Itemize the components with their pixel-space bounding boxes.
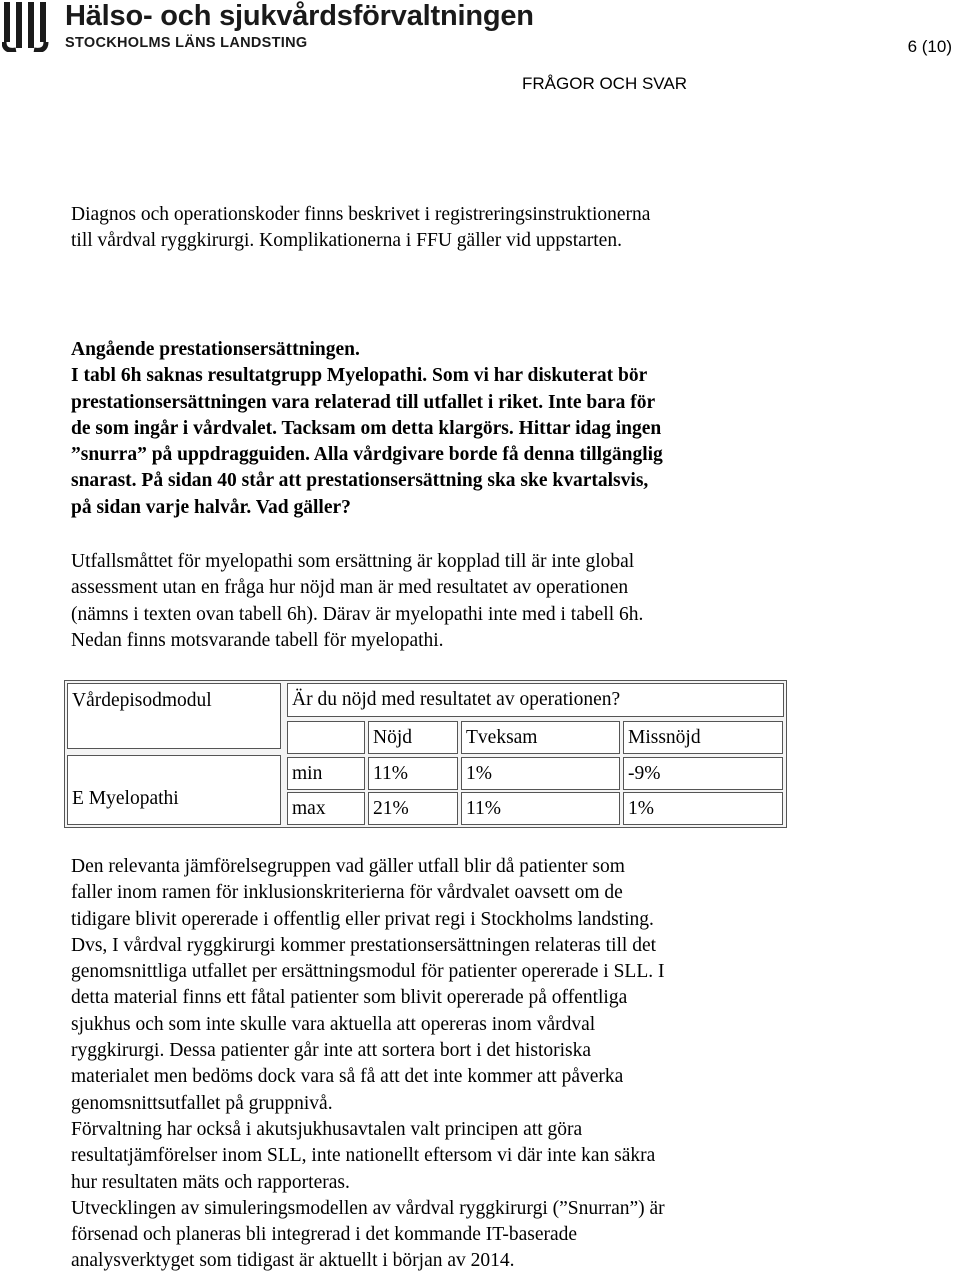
page-number: 6 (10) (907, 37, 952, 56)
text-line: ryggkirurgi. Dessa patienter går inte att sortera bort i det historiska (71, 1040, 592, 1062)
page-header (0, 0, 960, 60)
table-cell: -9% (623, 757, 783, 790)
module-header-cell: Vårdepisodmodul (67, 683, 281, 749)
text-line: försenad och planeras bli integrerad i det kommande IT-baserade (71, 1224, 578, 1246)
text-line: de som ingår i vårdvalet. Tacksam om detta klargörs. Hittar idag ingen (71, 417, 662, 439)
text-line: Angående prestationsersättningen. (71, 339, 360, 360)
text-line: I tabl 6h saknas resultatgrupp Myelopathi. Som vi har diskuterat bör (71, 365, 648, 387)
text-line: prestationsersättningen vara relaterad till utfallet i riket. Inte bara för (71, 391, 656, 413)
text-line: faller inom ramen för inklusionskriterierna för vårdvalet oavsett om de (71, 882, 623, 904)
text-line: Utvecklingen av simuleringsmodellen av vårdval ryggkirurgi (”Snurran”) är (71, 1197, 665, 1219)
table-cell: 11% (368, 757, 458, 790)
text-line: sjukhus och som inte skulle vara aktuella att opereras inom vårdval (71, 1013, 596, 1035)
answer-paragraph (71, 549, 791, 654)
text-line: (nämns i texten ovan tabell 6h). Därav är myelopathi inte med i tabell 6h. (71, 603, 644, 625)
column-header: Tveksam (461, 721, 620, 754)
row-label: max (287, 792, 365, 825)
text-line: Förvaltning har också i akutsjukhusavtalen valt principen att göra (71, 1118, 583, 1140)
column-header: Nöjd (368, 721, 458, 754)
corner-cell (287, 721, 365, 754)
text-line: Den relevanta jämförelsegruppen vad gäller utfall blir då patienter som (71, 856, 625, 877)
text-line: materialet men bedöms dock vara så få att det inte kommer att påverka (71, 1066, 624, 1088)
table-cell: 21% (368, 792, 458, 825)
text-line: ”snurra” på uppdragguiden. Alla vårdgivare borde få denna tillgänglig (71, 444, 663, 466)
table-cell: 1% (623, 792, 783, 825)
text-line: Dvs, I vårdval ryggkirurgi kommer prestationsersättningen relateras till det (71, 934, 657, 956)
text-line: Nedan finns motsvarande tabell för myelopathi. (71, 629, 444, 651)
sll-logo-icon (2, 2, 60, 52)
table-cell: 1% (461, 757, 620, 790)
text-line: detta material finns ett fåtal patienter som blivit opererade på offentliga (71, 987, 628, 1009)
text-line: genomsnittliga utfallet per ersättningsmodul för patienter opererade i SLL. I (71, 961, 665, 983)
text-line: assessment utan en fråga hur nöjd man är med resultatet av operationen (71, 577, 629, 599)
question-header-cell: Är du nöjd med resultatet av operationen? (287, 683, 784, 717)
myelopathi-table (64, 680, 787, 828)
text-line: resultatjämförelser inom SLL, inte nationellt eftersom vi där inte kan säkra (71, 1145, 656, 1167)
text-line: analysverktyget som tidigast är aktuellt i början av 2014. (71, 1250, 515, 1272)
org-subtitle: STOCKHOLMS LÄNS LANDSTING (65, 35, 308, 51)
text-line: snarast. På sidan 40 står att prestationsersättning ska ske kvartalsvis, (71, 470, 649, 492)
text-line: Utfallsmåttet för myelopathi som ersättning är kopplad till är inte global (71, 551, 635, 572)
closing-paragraph (71, 854, 791, 1275)
column-header: Missnöjd (623, 721, 783, 754)
text-line: genomsnittsutfallet på gruppnivå. (71, 1092, 333, 1114)
text-line: hur resultaten mäts och rapporteras. (71, 1171, 350, 1193)
text-line: Diagnos och operationskoder finns beskrivet i registreringsinstruktionerna (71, 204, 651, 225)
row-label: min (287, 757, 365, 790)
document-type: FRÅGOR OCH SVAR (522, 74, 687, 93)
text-line: till vårdval ryggkirurgi. Komplikationerna i FFU gäller vid uppstarten. (71, 230, 622, 252)
table-cell: 11% (461, 792, 620, 825)
module-value-cell: E Myelopathi (67, 755, 281, 825)
intro-paragraph (71, 202, 791, 255)
org-name: Hälso- och sjukvårdsförvaltningen (65, 0, 534, 32)
question-paragraph (71, 337, 791, 521)
text-line: tidigare blivit opererade i offentlig eller privat regi i Stockholms landsting. (71, 908, 654, 930)
text-line: på sidan varje halvår. Vad gäller? (71, 496, 351, 518)
